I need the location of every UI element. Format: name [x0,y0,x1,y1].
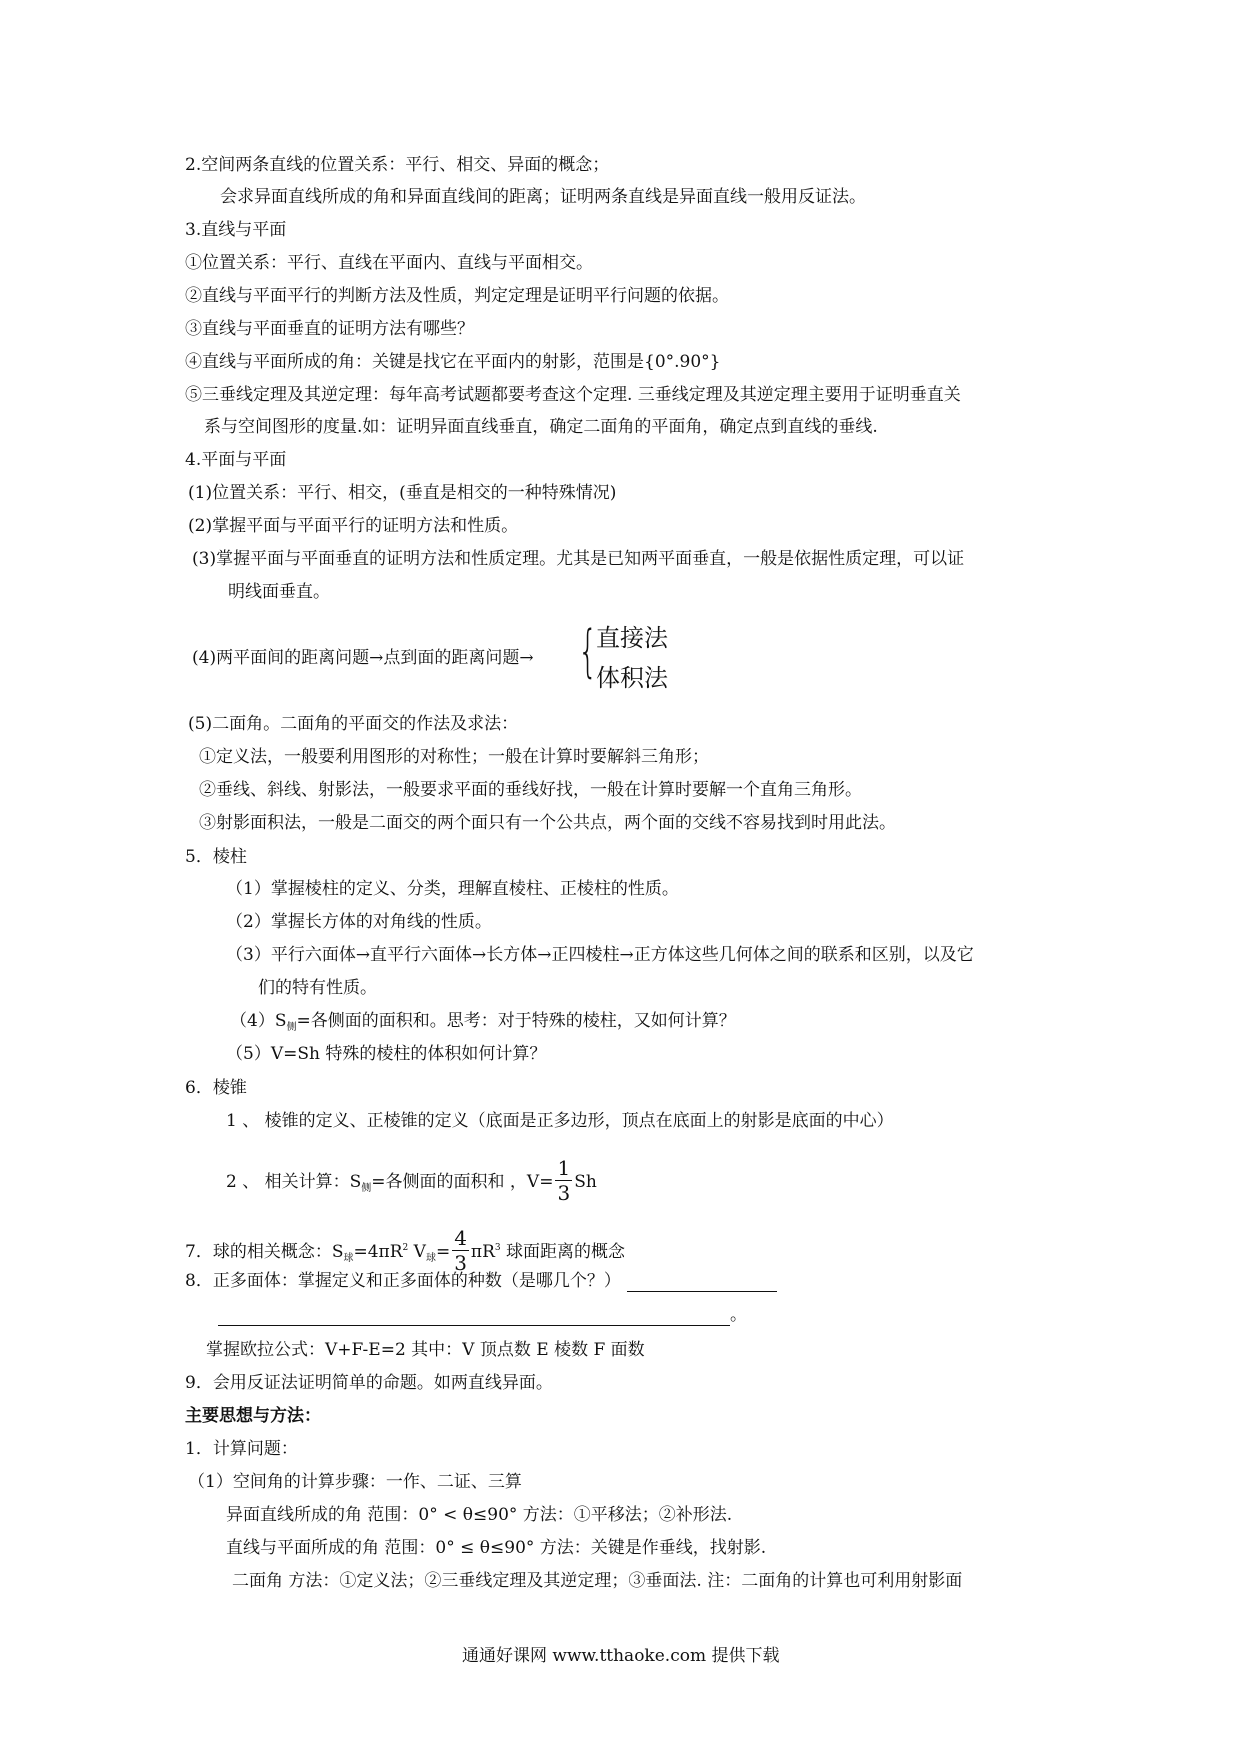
line-plane-distance: (4)两平面间的距离问题→点到面的距离问题→ [192,648,534,668]
fraction-numerator: 4 [454,1226,467,1250]
superscript: 3 [494,1243,501,1253]
line-prism-lateral-area [230,1010,736,1035]
subscript: 侧 [361,1183,372,1194]
page-footer: 通通好课网 www.tthaoke.com 提供下载 [462,1646,780,1666]
line-three-perpendiculars-cont: 系与空间图形的度量.如：证明异面直线垂直，确定二面角的平面角，确定点到直线的垂线. [204,417,878,437]
line-calculation-problems: 1．计算问题： [185,1439,298,1459]
line-cuboid-diagonal: （2）掌握长方体的对角线的性质。 [226,912,492,932]
line-proof-by-contradiction: 9．会用反证法证明简单的命题。如两直线异面。 [185,1373,553,1393]
text-segment: = [435,1242,451,1262]
line-position-relation: ①位置关系：平行、直线在平面内、直线与平面相交。 [185,253,593,273]
line-plane-parallel: (2)掌握平面与平面平行的证明方法和性质。 [188,516,519,536]
line-three-perpendiculars: ⑤三垂线定理及其逆定理：每年高考试题都要考查这个定理. 三垂线定理及其逆定理主要用于证明垂直关 [185,385,961,405]
fraction-denominator: 3 [557,1181,571,1205]
fraction-one-third [555,1156,572,1205]
subscript: 球 [425,1253,436,1264]
fraction-numerator: 1 [557,1156,571,1180]
text-segment: Sh [574,1172,597,1192]
line-pyramid-formula [226,1152,597,1212]
line-plane-perpendicular: (3)掌握平面与平面垂直的证明方法和性质定理。尤其是已知两平面垂直，一般是依据性质定理，可以证 [192,549,965,569]
line-parallel-judgement: ②直线与平面平行的判断方法及性质，判定定理是证明平行问题的依据。 [185,286,729,306]
line-perpendicular-proof: ③直线与平面垂直的证明方法有哪些？ [185,319,474,339]
line-angle-steps: （1）空间角的计算步骤：一作、二证、三算 [188,1472,522,1492]
superscript: 2 [402,1243,409,1253]
text-segment: =4πR [353,1242,403,1262]
line-pyramid-definition: 1 、 棱锥的定义、正棱锥的定义（底面是正多边形，顶点在底面上的射影是底面的中心） [226,1111,894,1131]
answer-blank [218,1305,730,1326]
line-answer-blank-2 [218,1304,747,1326]
text-segment: 8．正多面体：掌握定义和正多面体的种数（是哪几个？） [185,1271,621,1291]
text-segment: 2 、 相关计算：S [226,1172,362,1192]
line-plane-position: (1)位置关系：平行、相交，(垂直是相交的一种特殊情况) [188,483,617,503]
line-skew-lines-note: 会求异面直线所成的角和异面直线间的距离；证明两条直线是异面直线一般用反证法。 [220,187,866,207]
line-area-method: ③射影面积法，一般是二面交的两个面只有一个公共点，两个面的交线不容易找到时用此法。 [199,813,896,833]
brace-symbol: { [578,619,598,684]
text-segment: 7．球的相关概念：S [185,1242,344,1262]
line-prism-definition: （1）掌握棱柱的定义、分类，理解直棱柱、正棱柱的性质。 [226,879,679,899]
heading-prism: 5．棱柱 [185,847,247,867]
fraction-denominator: 3 [454,1251,467,1275]
text-segment: （4）S [230,1011,287,1031]
subscript: 球 [343,1253,354,1264]
line-line-plane-angle: 直线与平面所成的角 范围：0° ≤ θ≤90° 方法：关键是作垂线，找射影. [226,1538,767,1558]
heading-main-ideas: 主要思想与方法： [185,1406,321,1426]
fraction-four-thirds [452,1226,469,1275]
line-euler-formula: 掌握欧拉公式：V+F-E=2 其中：V 顶点数 E 棱数 F 面数 [206,1340,645,1360]
line-definition-method: ①定义法，一般要利用图形的对称性；一般在计算时要解斜三角形； [199,747,709,767]
text-segment: 球面距离的概念 [500,1242,626,1262]
heading-line-and-plane: 3.直线与平面 [185,220,287,240]
line-skew-angle: 异面直线所成的角 范围：0° < θ≤90° 方法：①平移法；②补形法. [226,1505,733,1525]
text-segment: V [408,1242,426,1262]
line-prism-volume: （5）V=Sh 特殊的棱柱的体积如何计算？ [226,1044,547,1064]
line-angle-range: ④直线与平面所成的角：关键是找它在平面内的射影，范围是{0°.90°} [185,352,721,372]
line-dihedral-angle: (5)二面角。二面角的平面交的作法及求法： [188,714,519,734]
line-2-spatial-lines: 2.空间两条直线的位置关系：平行、相交、异面的概念； [185,155,610,175]
line-projection-method: ②垂线、斜线、射影法，一般要求平面的垂线好找，一般在计算时要解一个直角三角形。 [199,780,862,800]
text-segment: =各侧面的面积和 ，V= [371,1172,554,1192]
line-hexahedron-chain: （3）平行六面体→直平行六面体→长方体→正四棱柱→正方体这些几何体之间的联系和区别，以及它 [226,945,974,965]
text-segment: =各侧面的面积和。思考：对于特殊的棱柱，又如何计算？ [296,1011,736,1031]
line-dihedral-methods: 二面角 方法：①定义法；②三垂线定理及其逆定理；③垂面法. 注：二面角的计算也可利用射影面 [232,1571,963,1591]
line-regular-polyhedra [185,1270,777,1292]
method-volume: 体积法 [596,664,668,692]
subscript: 侧 [286,1022,297,1033]
text-segment: 。 [730,1305,747,1325]
line-hexahedron-chain-cont: 们的特有性质。 [258,978,377,998]
answer-blank [627,1271,777,1292]
heading-pyramid: 6．棱锥 [185,1078,247,1098]
line-plane-perpendicular-cont: 明线面垂直。 [228,582,330,602]
heading-plane-and-plane: 4.平面与平面 [185,450,287,470]
method-direct: 直接法 [596,624,668,652]
text-segment: πR [470,1242,495,1262]
